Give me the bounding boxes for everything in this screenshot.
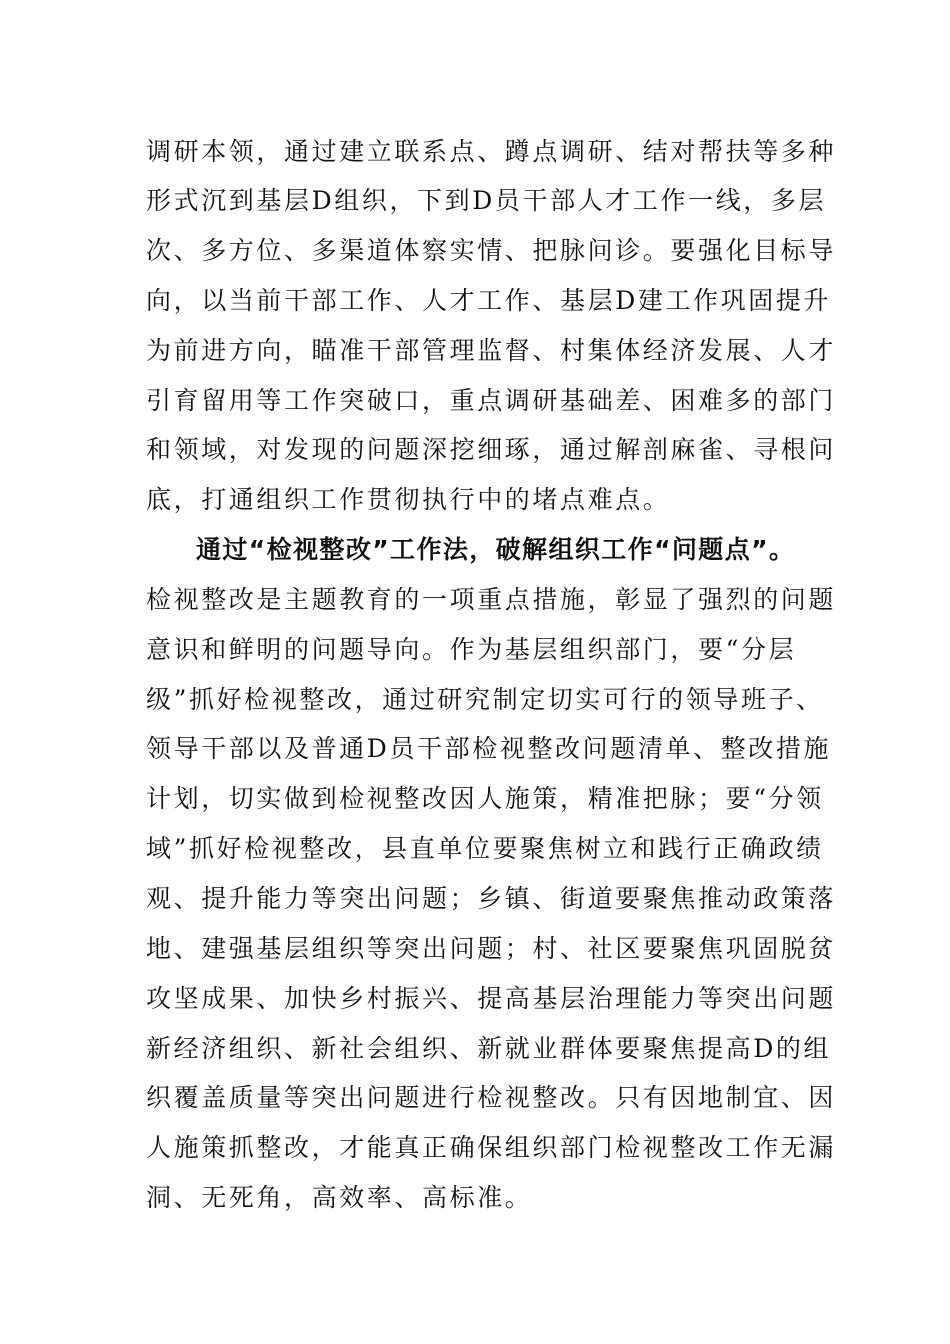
paragraph-1-line-5: 为前进方向，瞄准干部管理监督、村集体经济发展、人才 — [146, 336, 837, 365]
paragraph-2-line-12: 人施策抓整改，才能真正确保组织部门检视整改工作无漏 — [146, 1133, 837, 1162]
paragraph-1-line-7: 和领域，对发现的问题深挖细琢，通过解剖麻雀、寻根问 — [146, 435, 837, 464]
paragraph-2-line-5: 计划，切实做到检视整改因人施策，精准把脉；要“分领 — [146, 784, 824, 813]
paragraph-2-line-4: 领导干部以及普通D员干部检视整改问题清单、整改措施 — [146, 734, 832, 763]
paragraph-2-line-11: 织覆盖质量等突出问题进行检视整改。只有因地制宜、因 — [146, 1083, 837, 1112]
paragraph-1-line-4: 向，以当前干部工作、人才工作、基层D建工作巩固提升 — [146, 286, 832, 315]
paragraph-2-line-8: 地、建强基层组织等突出问题；村、社区要聚焦巩固脱贫 — [146, 934, 837, 963]
paragraph-2-line-2: 意识和鲜明的问题导向。作为基层组织部门，要“分层 — [146, 635, 797, 664]
paragraph-2-line-6: 域”抓好检视整改，县直单位要聚焦树立和践行正确政绩 — [146, 834, 824, 863]
paragraph-2-line-13: 洞、无死角，高效率、高标准。 — [146, 1183, 533, 1212]
paragraph-1-line-6: 引育留用等工作突破口，重点调研基础差、困难多的部门 — [146, 386, 837, 415]
paragraph-2-line-1: 检视整改是主题教育的一项重点措施，彰显了强烈的问题 — [146, 585, 837, 614]
paragraph-1-line-3: 次、多方位、多渠道体察实情、把脉问诊。要强化目标导 — [146, 236, 837, 265]
paragraph-2-line-10: 新经济组织、新社会组织、新就业群体要聚焦提高D的组 — [146, 1034, 832, 1063]
paragraph-2-line-3: 级”抓好检视整改，通过研究制定切实可行的领导班子、 — [146, 685, 824, 714]
paragraph-2-line-9: 攻坚成果、加快乡村振兴、提高基层治理能力等突出问题 — [146, 984, 837, 1013]
paragraph-1-line-2: 形式沉到基层D组织，下到D员干部人才工作一线，多层 — [146, 186, 827, 215]
section-heading: 通过“检视整改”工作法，破解组织工作“问题点”。 — [196, 535, 796, 564]
paragraph-1-line-8: 底，打通组织工作贯彻执行中的堵点难点。 — [146, 485, 671, 514]
paragraph-2-line-7: 观、提升能力等突出问题；乡镇、街道要聚焦推动政策落 — [146, 884, 837, 913]
paragraph-1-line-1: 调研本领，通过建立联系点、蹲点调研、结对帮扶等多种 — [146, 137, 837, 166]
